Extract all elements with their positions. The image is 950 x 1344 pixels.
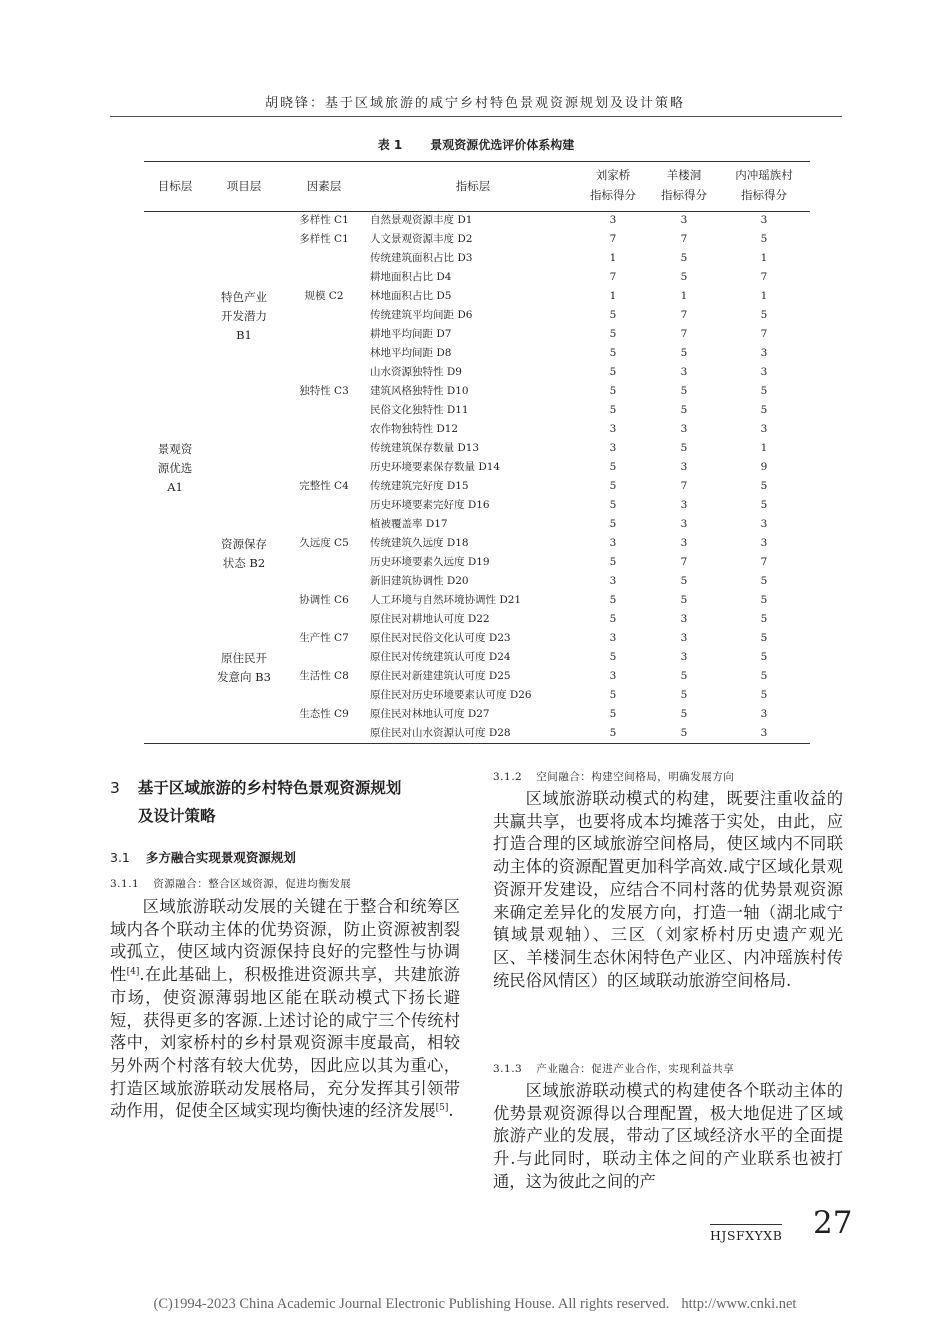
score-liujiaqiao: 5 <box>609 556 617 568</box>
project-group-line: B1 <box>236 328 252 342</box>
score-yanglouodong: 5 <box>680 594 688 606</box>
citation-ref[interactable]: [5] <box>435 1103 449 1114</box>
factor-c9-ecology: 生态性 C9 <box>299 708 349 720</box>
score-yanglouodong: 7 <box>680 328 688 340</box>
section-number: 3 <box>110 779 120 797</box>
header-liujiaqiao-name: 刘家桥 <box>595 168 631 182</box>
paragraph-spatial-integration: 区域旅游联动模式的构建，既要注重收益的共赢共享，也要将成本均摊落于实处，由此，应打造合理的区域旅游空间格局，使区域内不同联动主体的资源配置更加科学高效.咸宁区域化景观资源开发建设，应结合不同村落的优势景观资源来确定差异化的发展方向，打造一轴（湖北咸宁镇域景观轴）、三区（刘家桥村历史遗产观光区、羊楼洞生态休闲特色产业区、内冲瑶族村传统民俗风情区）的区域联动旅游空间格局. <box>493 789 843 990</box>
indicator-cell: 原住民对耕地认可度 D22 <box>370 613 490 625</box>
score-yanglouodong: 3 <box>680 366 688 378</box>
indicator-cell: 传统建筑保存数量 D13 <box>370 442 480 454</box>
score-neichong: 3 <box>760 518 768 530</box>
indicator-cell: 传统建筑面积占比 D3 <box>370 252 473 264</box>
project-group-line: 发意向 B3 <box>217 670 271 684</box>
project-group-line: 特色产业 <box>221 290 267 304</box>
indicator-cell: 植被覆盖率 D17 <box>370 518 448 530</box>
indicator-cell: 新旧建筑协调性 D20 <box>370 575 469 587</box>
score-neichong: 5 <box>760 480 768 492</box>
header-yanglouodong-name: 羊楼洞 <box>666 168 702 182</box>
score-liujiaqiao: 5 <box>609 689 617 701</box>
indicator-cell: 传统建筑平均间距 D6 <box>370 309 473 321</box>
score-liujiaqiao: 3 <box>609 575 617 587</box>
footer-url[interactable]: http://www.cnki.net <box>681 1296 797 1312</box>
score-yanglouodong: 7 <box>680 480 688 492</box>
indicator-cell: 原住民对历史环境要素认可度 D26 <box>370 689 532 701</box>
score-neichong: 7 <box>760 556 768 568</box>
score-neichong: 3 <box>760 347 768 359</box>
score-neichong: 1 <box>760 290 768 302</box>
score-liujiaqiao: 5 <box>609 385 617 397</box>
indicator-cell: 原住民对山水资源认可度 D28 <box>370 727 511 739</box>
factor-c6-harmony: 协调性 C6 <box>299 594 349 606</box>
subsubsection-number: 3.1.1 <box>110 878 140 890</box>
score-neichong: 5 <box>760 670 768 682</box>
score-neichong: 5 <box>760 632 768 644</box>
factor-c1-diversity: 多样性 C1 <box>299 233 349 245</box>
score-neichong: 3 <box>760 708 768 720</box>
journal-code: HJSFXYXB <box>710 1224 782 1243</box>
score-liujiaqiao: 5 <box>609 309 617 321</box>
page-number: 27 <box>813 1205 853 1241</box>
indicator-cell: 耕地平均间距 D7 <box>370 328 452 340</box>
indicator-cell: 历史环境要素完好度 D16 <box>370 499 490 511</box>
header-liujiaqiao <box>580 165 646 205</box>
indicator-cell: 山水资源独特性 D9 <box>370 366 462 378</box>
indicator-cell: 原住民对新建建筑认可度 D25 <box>370 670 511 682</box>
score-neichong: 5 <box>760 613 768 625</box>
score-neichong: 3 <box>760 214 768 226</box>
project-group-b2 <box>208 535 280 573</box>
score-liujiaqiao: 5 <box>609 708 617 720</box>
subsubsection-title: 产业融合：促进产业合作，实现利益共享 <box>536 1063 735 1075</box>
table-caption-number: 表 1 <box>377 138 403 152</box>
score-yanglouodong: 3 <box>680 613 688 625</box>
indicator-cell: 民俗文化独特性 D11 <box>370 404 469 416</box>
factor-c8-livability: 生活性 C8 <box>299 670 349 682</box>
score-liujiaqiao: 1 <box>609 290 617 302</box>
score-neichong: 9 <box>760 461 768 473</box>
subsection-3-1-2-heading <box>493 769 734 784</box>
paragraph-text: 区域旅游联动发展的关键在于整合和统筹区域内各个联动主体的优势资源，防止资源被割裂或孤立，使区域内资源保持良好的完整性与协调性 <box>110 897 460 985</box>
subsubsection-number: 3.1.3 <box>493 1063 523 1075</box>
indicator-cell: 林地面积占比 D5 <box>370 290 452 302</box>
subsubsection-title: 空间融合：构建空间格局，明确发展方向 <box>536 771 735 783</box>
paragraph-industry-integration: 区域旅游联动模式的构建使各个联动主体的优势景观资源得以合理配置，极大地促进了区域旅游产业的发展，带动了区域经济水平的全面提升.与此同时，联动主体之间的产业联系也被打通，这为彼此之间的产 <box>493 1081 843 1191</box>
header-yanglouodong <box>648 165 720 205</box>
header-neichong-score: 指标得分 <box>741 188 787 202</box>
score-neichong: 5 <box>760 594 768 606</box>
score-liujiaqiao: 3 <box>609 442 617 454</box>
score-yanglouodong: 1 <box>680 290 688 302</box>
score-neichong: 5 <box>760 499 768 511</box>
score-liujiaqiao: 3 <box>609 537 617 549</box>
header-rule <box>110 116 842 117</box>
score-neichong: 7 <box>760 271 768 283</box>
score-yanglouodong: 3 <box>680 499 688 511</box>
score-neichong: 5 <box>760 689 768 701</box>
score-neichong: 3 <box>760 423 768 435</box>
indicator-cell: 历史环境要素保存数量 D14 <box>370 461 501 473</box>
header-liujiaqiao-score: 指标得分 <box>590 188 636 202</box>
header-neichong <box>722 165 806 205</box>
header-indicator-layer: 指标层 <box>455 179 491 193</box>
score-yanglouodong: 5 <box>680 708 688 720</box>
score-neichong: 1 <box>760 252 768 264</box>
indicator-cell: 林地平均间距 D8 <box>370 347 452 359</box>
paragraph-text: .在此基础上，积极推进资源共享，共建旅游市场，使资源薄弱地区能在联动模式下扬长避短，获得更多的客源.上述讨论的咸宁三个传统村落中，刘家桥村的乡村景观资源丰度最高，相较另外两个村落有较大优势，因此应以其为重心，打造区域旅游联动发展格局，充分发挥其引领带动作用，促使全区域实现均衡快速的经济发展 <box>110 965 460 1121</box>
target-group-a1 <box>144 440 206 497</box>
score-yanglouodong: 5 <box>680 385 688 397</box>
indicator-cell: 建筑风格独特性 D10 <box>370 385 469 397</box>
header-target-layer: 目标层 <box>157 179 193 193</box>
factor-c1-diversity: 多样性 C1 <box>299 214 349 226</box>
score-liujiaqiao: 5 <box>609 347 617 359</box>
citation-ref[interactable]: [4] <box>126 967 140 978</box>
factor-c3-uniqueness: 独特性 C3 <box>299 385 349 397</box>
score-neichong: 3 <box>760 537 768 549</box>
target-group-line: 景观资 <box>157 442 193 456</box>
header-yanglouodong-score: 指标得分 <box>661 188 707 202</box>
score-liujiaqiao: 5 <box>609 518 617 530</box>
score-liujiaqiao: 5 <box>609 594 617 606</box>
project-group-line: 原住民开 <box>221 651 267 665</box>
subsection-3-1-3-heading <box>493 1061 734 1076</box>
indicator-cell: 传统建筑久远度 D18 <box>370 537 469 549</box>
score-yanglouodong: 5 <box>680 689 688 701</box>
score-yanglouodong: 3 <box>680 461 688 473</box>
score-yanglouodong: 5 <box>680 442 688 454</box>
header-factor-layer: 因素层 <box>306 179 342 193</box>
score-yanglouodong: 5 <box>680 575 688 587</box>
score-neichong: 3 <box>760 366 768 378</box>
indicator-cell: 原住民对传统建筑认可度 D24 <box>370 651 511 663</box>
score-neichong: 5 <box>760 651 768 663</box>
subsection-3-1-1-heading <box>110 876 351 891</box>
score-yanglouodong: 3 <box>680 423 688 435</box>
project-group-b1 <box>208 288 280 345</box>
project-group-line: 资源保存 <box>221 537 267 551</box>
subsection-title: 多方融合实现景观资源规划 <box>145 850 296 865</box>
score-yanglouodong: 5 <box>680 727 688 739</box>
indicator-cell: 传统建筑完好度 D15 <box>370 480 469 492</box>
score-neichong: 7 <box>760 328 768 340</box>
section-title-line1: 基于区域旅游的乡村特色景观资源规划 <box>137 779 402 797</box>
score-liujiaqiao: 5 <box>609 651 617 663</box>
table-top-rule <box>144 161 810 162</box>
score-yanglouodong: 7 <box>680 233 688 245</box>
footer-copyright: (C)1994-2023 China Academic Journal Electronic Publishing House. All rights reserved. <box>153 1296 670 1312</box>
evaluation-table <box>144 158 810 746</box>
factor-c7-productivity: 生产性 C7 <box>299 632 349 644</box>
score-yanglouodong: 5 <box>680 252 688 264</box>
indicator-cell: 原住民对民俗文化认可度 D23 <box>370 632 511 644</box>
running-head: 胡晓锋：基于区域旅游的咸宁乡村特色景观资源规划及设计策略 <box>264 96 685 111</box>
score-neichong: 5 <box>760 575 768 587</box>
score-yanglouodong: 5 <box>680 347 688 359</box>
score-yanglouodong: 3 <box>680 651 688 663</box>
score-neichong: 5 <box>760 404 768 416</box>
indicator-cell: 自然景观资源丰度 D1 <box>370 214 473 226</box>
paragraph-text: . <box>448 1101 454 1121</box>
project-group-b3 <box>208 649 280 687</box>
score-liujiaqiao: 3 <box>609 670 617 682</box>
score-yanglouodong: 5 <box>680 271 688 283</box>
paragraph-resource-integration <box>110 896 460 1123</box>
score-liujiaqiao: 3 <box>609 632 617 644</box>
score-neichong: 5 <box>760 233 768 245</box>
score-liujiaqiao: 3 <box>609 423 617 435</box>
score-liujiaqiao: 5 <box>609 404 617 416</box>
subsubsection-title: 资源融合：整合区域资源，促进均衡发展 <box>153 878 352 890</box>
score-liujiaqiao: 5 <box>609 480 617 492</box>
indicator-cell: 原住民对林地认可度 D27 <box>370 708 490 720</box>
table-bottom-rule <box>144 743 810 744</box>
score-neichong: 5 <box>760 385 768 397</box>
score-liujiaqiao: 5 <box>609 613 617 625</box>
score-liujiaqiao: 7 <box>609 233 617 245</box>
score-liujiaqiao: 5 <box>609 727 617 739</box>
target-group-line: 源优选 <box>157 461 193 475</box>
score-liujiaqiao: 7 <box>609 271 617 283</box>
factor-c4-integrity: 完整性 C4 <box>299 480 349 492</box>
score-liujiaqiao: 5 <box>609 461 617 473</box>
indicator-cell: 历史环境要素久远度 D19 <box>370 556 490 568</box>
score-yanglouodong: 5 <box>680 670 688 682</box>
subsubsection-number: 3.1.2 <box>493 771 523 783</box>
factor-c2-scale: 规模 C2 <box>304 290 344 302</box>
table-caption <box>110 136 842 153</box>
score-yanglouodong: 3 <box>680 518 688 530</box>
footer <box>0 1296 950 1313</box>
score-liujiaqiao: 5 <box>609 366 617 378</box>
score-liujiaqiao: 5 <box>609 328 617 340</box>
score-yanglouodong: 7 <box>680 309 688 321</box>
score-yanglouodong: 3 <box>680 214 688 226</box>
table-caption-title: 景观资源优选评价体系构建 <box>430 138 575 152</box>
project-group-line: 状态 B2 <box>222 556 266 570</box>
indicator-cell: 耕地面积占比 D4 <box>370 271 452 283</box>
score-liujiaqiao: 1 <box>609 252 617 264</box>
section-title-line2: 及设计策略 <box>138 807 216 825</box>
subsection-3-1-heading <box>110 848 296 866</box>
header-project-layer: 项目层 <box>226 179 262 193</box>
score-liujiaqiao: 5 <box>609 499 617 511</box>
factor-c5-antiquity: 久远度 C5 <box>299 537 349 549</box>
score-neichong: 5 <box>760 309 768 321</box>
score-yanglouodong: 3 <box>680 632 688 644</box>
section-3-heading <box>110 774 470 830</box>
project-group-line: 开发潜力 <box>221 309 267 323</box>
score-yanglouodong: 5 <box>680 404 688 416</box>
header-neichong-name: 内冲瑶族村 <box>735 168 793 182</box>
subsection-number: 3.1 <box>110 850 130 865</box>
score-yanglouodong: 3 <box>680 537 688 549</box>
target-group-line: A1 <box>167 480 183 494</box>
score-neichong: 1 <box>760 442 768 454</box>
score-liujiaqiao: 3 <box>609 214 617 226</box>
indicator-cell: 人文景观资源丰度 D2 <box>370 233 473 245</box>
indicator-cell: 农作物独特性 D12 <box>370 423 459 435</box>
score-neichong: 3 <box>760 727 768 739</box>
score-yanglouodong: 7 <box>680 556 688 568</box>
indicator-cell: 人工环境与自然环境协调性 D21 <box>370 594 522 606</box>
